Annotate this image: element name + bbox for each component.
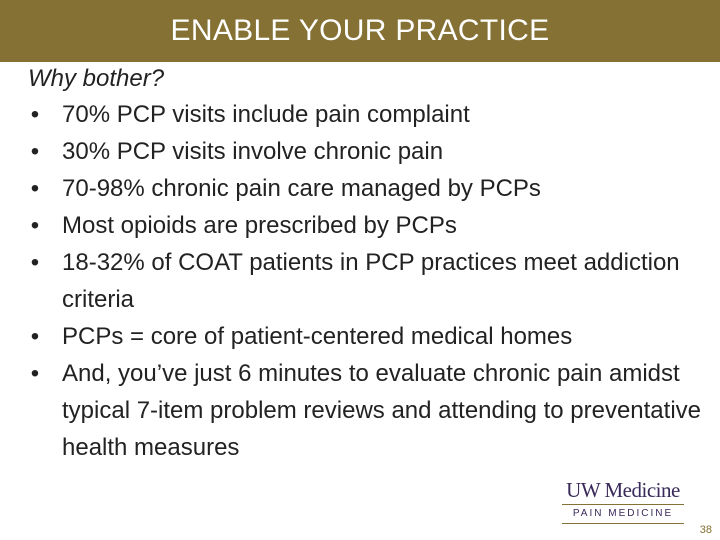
bullet-item bbox=[28, 170, 708, 207]
bullet-icon: • bbox=[30, 138, 40, 165]
bullet-item bbox=[28, 318, 708, 355]
bullet-icon: • bbox=[30, 212, 40, 239]
uw-medicine-logo bbox=[558, 478, 688, 526]
slide-subtitle: Why bother? bbox=[28, 65, 165, 92]
title-bar bbox=[0, 0, 720, 62]
slide-content bbox=[28, 64, 708, 466]
bullet-text: 18-32% of COAT patients in PCP practices meet addiction criteria bbox=[62, 249, 680, 313]
logo-secondary-text: PAIN MEDICINE bbox=[572, 508, 674, 519]
bullet-item bbox=[28, 207, 708, 244]
bullet-icon: • bbox=[30, 360, 40, 387]
logo-divider bbox=[562, 523, 684, 524]
bullet-item bbox=[28, 96, 708, 133]
bullet-icon: • bbox=[30, 101, 40, 128]
bullet-list bbox=[28, 96, 708, 466]
logo-primary-text: UW Medicine bbox=[566, 478, 680, 502]
bullet-text: 30% PCP visits involve chronic pain bbox=[62, 138, 444, 165]
bullet-text: And, you’ve just 6 minutes to evaluate chronic pain amidst typical 7-item problem reviews and attending to preventative health measures bbox=[62, 360, 701, 461]
bullet-icon: • bbox=[30, 249, 40, 276]
logo-divider bbox=[562, 504, 684, 505]
bullet-text: 70-98% chronic pain care managed by PCPs bbox=[62, 175, 541, 202]
bullet-icon: • bbox=[30, 323, 40, 350]
slide-number: 38 bbox=[699, 524, 712, 536]
bullet-item bbox=[28, 133, 708, 170]
bullet-item bbox=[28, 355, 708, 466]
bullet-text: 70% PCP visits include pain complaint bbox=[62, 101, 470, 128]
bullet-text: PCPs = core of patient-centered medical homes bbox=[62, 323, 573, 350]
bullet-icon: • bbox=[30, 175, 40, 202]
bullet-item bbox=[28, 244, 708, 318]
bullet-text: Most opioids are prescribed by PCPs bbox=[62, 212, 457, 239]
slide-title: ENABLE YOUR PRACTICE bbox=[170, 14, 550, 47]
